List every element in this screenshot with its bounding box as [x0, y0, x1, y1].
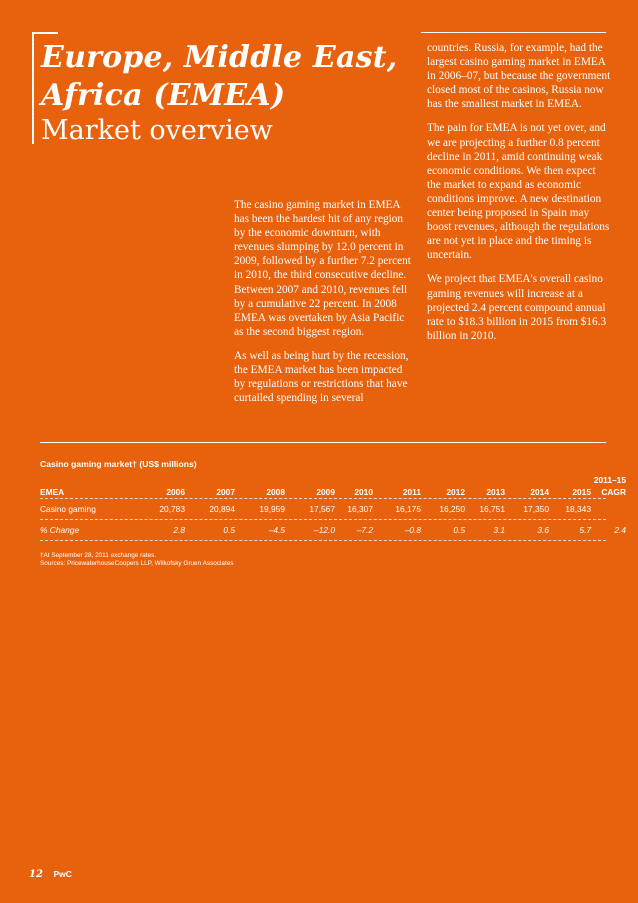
table-cell: 3.6	[537, 525, 549, 535]
corner-rule-horizontal	[32, 32, 58, 34]
table-top-rule	[40, 442, 606, 443]
top-right-rule	[421, 32, 606, 33]
exchange-rate-note: †At September 28, 2011 exchange rates.	[40, 552, 157, 559]
title-line-1: Europe, Middle East,	[41, 40, 398, 75]
column-header: 2011	[402, 487, 421, 497]
column-header: 2010	[354, 487, 373, 497]
middle-text-column	[234, 198, 414, 415]
column-header: 2013	[486, 487, 505, 497]
table-cell: –0.8	[404, 525, 421, 535]
page-title	[41, 39, 421, 115]
table-cell: –7.2	[356, 525, 373, 535]
column-header: 2007	[216, 487, 235, 497]
right-text-column	[427, 41, 612, 353]
table-cell: 3.1	[493, 525, 505, 535]
corner-rule-vertical	[32, 32, 34, 144]
table-row	[40, 520, 626, 541]
column-header: 2015	[572, 487, 591, 497]
table-cell: 5.7	[579, 525, 591, 535]
table-cell: 18,343	[565, 504, 591, 514]
table-cell: 16,175	[395, 504, 421, 514]
table-header-row	[40, 486, 626, 499]
brand-name: PwC	[53, 869, 72, 879]
column-header: 2014	[530, 487, 549, 497]
paragraph: The pain for EMEA is not yet over, and we are projecting a further 0.8 percent decline in 2011, amid continuing weak economic conditions. We then expect the market to expand as economic conditions improve. A new destination center being proposed in Spain may boost revenues, although the regulations are not yet in place and the timing is uncertain.	[427, 122, 610, 262]
row-label: % Change	[40, 525, 80, 535]
paragraph: countries. Russia, for example, had the largest casino gaming market in EMEA in 2006–07, but because the government closed most of the casinos, Russia now has the smallest market in EMEA.	[427, 42, 611, 111]
paragraph: As well as being hurt by the recession, the EMEA market has been impacted by regulations or restrictions that have curtailed spending in several	[234, 349, 409, 405]
column-header: 2008	[266, 487, 285, 497]
title-line-2: Africa (EMEA)	[41, 78, 286, 113]
table-cell: 20,783	[159, 504, 185, 514]
cagr-period-label: 2011–15	[593, 475, 626, 485]
page-number: 12	[29, 869, 43, 880]
table-superheader-row	[40, 474, 626, 486]
table-cell: 17,567	[309, 504, 335, 514]
table-notes	[40, 552, 606, 568]
table-cell: 2.8	[173, 525, 185, 535]
table-cell: 0.5	[223, 525, 235, 535]
paragraph: The casino gaming market in EMEA has been the hardest hit of any region by the economic downturn, with revenues slumping by 12.0 percent in 2009, followed by a further 7.2 percent in 2010, the third consecutive decline. Between 2007 and 2010, revenues fell by a cumulative 22 percent. In 2008 EMEA was overtaken by Asia Pacific as the second biggest region.	[234, 199, 411, 338]
table-cell: 0.5	[453, 525, 465, 535]
table-cell	[591, 499, 626, 519]
page-footer	[29, 869, 72, 880]
data-table	[40, 459, 626, 568]
table-cell: 16,307	[347, 504, 373, 514]
table-cell: 16,250	[439, 504, 465, 514]
page-subtitle: Market overview	[41, 115, 273, 146]
column-header: 2006	[166, 487, 185, 497]
table-cell: 17,350	[523, 504, 549, 514]
row-label: Casino gaming	[40, 504, 96, 514]
table-cell: 2.4	[614, 525, 626, 535]
table-cell: –12.0	[314, 525, 335, 535]
column-header: CAGR	[601, 487, 626, 497]
paragraph: We project that EMEA's overall casino gaming revenues will increase at a projected 2.4 percent compound annual rate to $18.3 billion in 2015 from $16.3 billion in 2010.	[427, 273, 607, 342]
table-row	[40, 499, 606, 520]
sources-note: Sources: PricewaterhouseCoopers LLP, Wilkofsky Gruen Associates	[40, 560, 234, 568]
table-title: Casino gaming market† (US$ millions)	[40, 459, 197, 469]
table-cell: 19,959	[259, 504, 285, 514]
column-header: EMEA	[40, 487, 65, 497]
table-cell: –4.5	[268, 525, 285, 535]
column-header: 2012	[446, 487, 465, 497]
table-cell: 20,894	[209, 504, 235, 514]
table-cell: 16,751	[479, 504, 505, 514]
column-header: 2009	[316, 487, 335, 497]
